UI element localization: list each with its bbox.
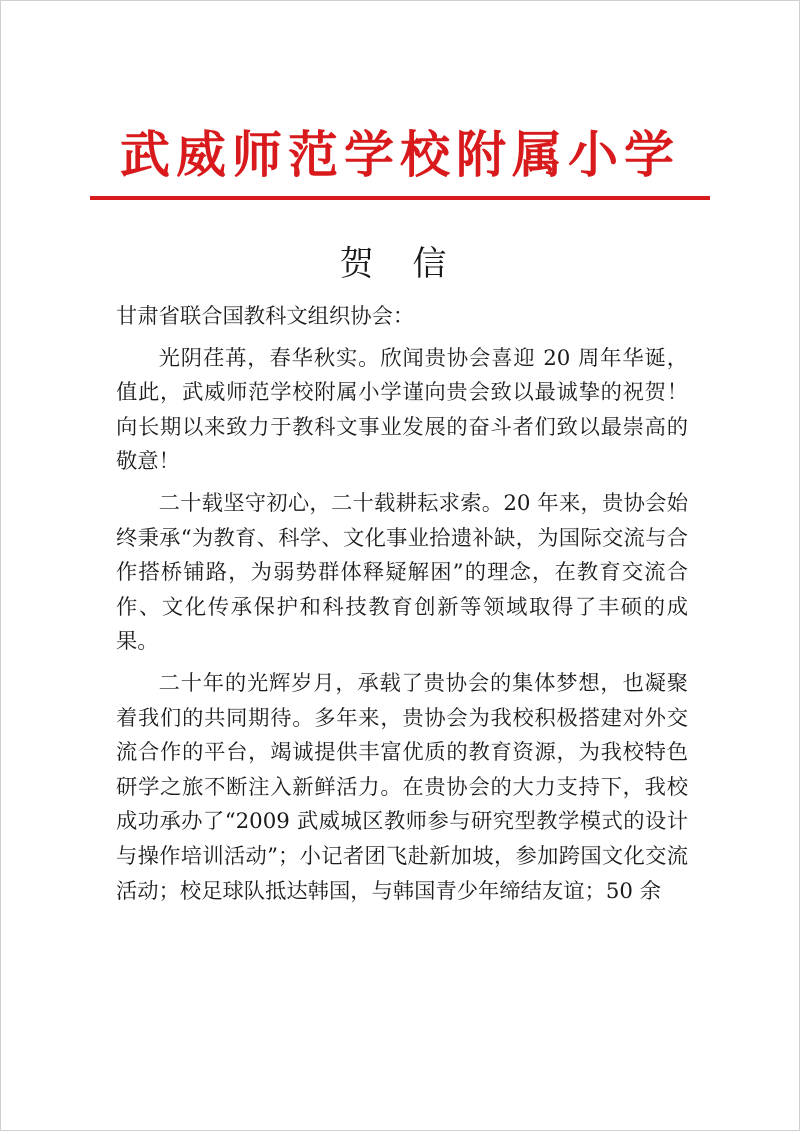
document-title: 贺 信 bbox=[339, 244, 461, 284]
letterhead-divider bbox=[90, 196, 710, 200]
letter-body bbox=[116, 300, 688, 916]
salutation: 甘肃省联合国教科文组织协会： bbox=[116, 304, 415, 329]
paragraph-3: 二十年的光辉岁月，承载了贵协会的集体梦想，也凝聚着我们的共同期待。多年来，贵协会为我校积极搭建对外交流合作的平台，竭诚提供丰富优质的教育资源，为我校特色研学之旅不断注入新鲜活力。在贵协会的大力支持下，我校成功承办了“2009 武威城区教师参与研究型教学模式的设计与操作培训活动”；小记者团飞赴新加坡，参加跨国文化交流活动；校足球队抵达韩国，与韩国青少年缔结友谊；50 余 bbox=[116, 670, 688, 904]
letterhead-title: 武威师范学校附属小学 bbox=[120, 126, 680, 184]
paragraph-1: 光阴荏苒，春华秋实。欣闻贵协会喜迎 20 周年华诞，值此，武威师范学校附属小学谨向贵会致以最诚挚的祝贺！向长期以来致力于教科文事业发展的奋斗者们致以最崇高的敬意！ bbox=[116, 345, 688, 475]
paragraph-2: 二十载坚守初心，二十载耕耘求索。20 年来，贵协会始终秉承“为教育、科学、文化事业拾遗补缺，为国际交流与合作搭桥铺路，为弱势群体释疑解困”的理念，在教育交流合作、文化传承保护和科技教育创新等领域取得了丰硕的成果。 bbox=[116, 490, 688, 655]
